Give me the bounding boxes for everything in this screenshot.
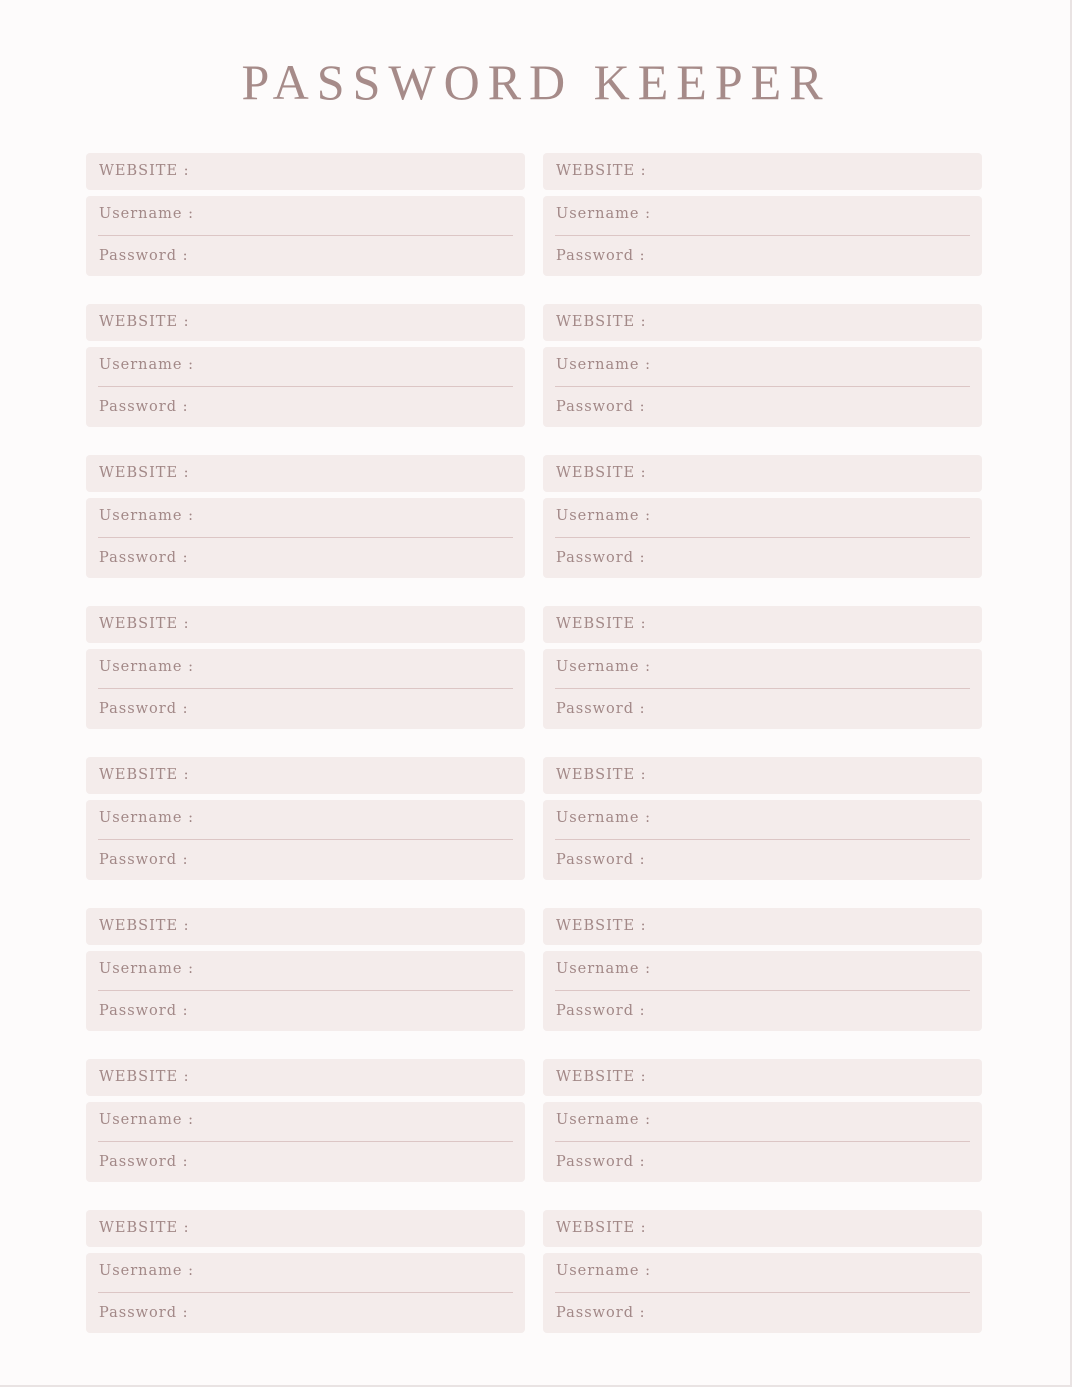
website-field[interactable] bbox=[543, 1210, 982, 1247]
field-divider bbox=[98, 235, 513, 236]
password-entry bbox=[543, 153, 982, 276]
credentials-box bbox=[86, 951, 525, 1031]
username-label[interactable]: Username : bbox=[99, 357, 194, 373]
website-field[interactable] bbox=[86, 1210, 525, 1247]
website-label: WEBSITE : bbox=[556, 1069, 647, 1085]
website-label: WEBSITE : bbox=[99, 1220, 190, 1236]
username-label[interactable]: Username : bbox=[99, 508, 194, 524]
password-entry bbox=[86, 455, 525, 578]
website-field[interactable] bbox=[86, 757, 525, 794]
website-label: WEBSITE : bbox=[556, 1220, 647, 1236]
password-entry bbox=[86, 1210, 525, 1333]
credentials-box bbox=[543, 1253, 982, 1333]
field-divider bbox=[555, 386, 970, 387]
password-entry bbox=[543, 757, 982, 880]
credentials-box bbox=[86, 800, 525, 880]
website-field[interactable] bbox=[86, 304, 525, 341]
credentials-box bbox=[543, 951, 982, 1031]
website-label: WEBSITE : bbox=[99, 314, 190, 330]
website-field[interactable] bbox=[543, 153, 982, 190]
website-field[interactable] bbox=[86, 606, 525, 643]
website-field[interactable] bbox=[543, 304, 982, 341]
username-label[interactable]: Username : bbox=[99, 810, 194, 826]
password-label[interactable]: Password : bbox=[556, 1154, 646, 1170]
field-divider bbox=[98, 1141, 513, 1142]
field-divider bbox=[555, 1292, 970, 1293]
website-label: WEBSITE : bbox=[556, 616, 647, 632]
website-field[interactable] bbox=[543, 757, 982, 794]
website-label: WEBSITE : bbox=[99, 1069, 190, 1085]
website-field[interactable] bbox=[543, 908, 982, 945]
username-label[interactable]: Username : bbox=[556, 659, 651, 675]
credentials-box bbox=[86, 1102, 525, 1182]
credentials-box bbox=[86, 1253, 525, 1333]
entry-grid bbox=[86, 153, 982, 1333]
password-entry bbox=[86, 153, 525, 276]
username-label[interactable]: Username : bbox=[556, 1112, 651, 1128]
website-field[interactable] bbox=[543, 455, 982, 492]
website-label: WEBSITE : bbox=[99, 465, 190, 481]
credentials-box bbox=[86, 649, 525, 729]
field-divider bbox=[555, 839, 970, 840]
password-entry bbox=[543, 908, 982, 1031]
username-label[interactable]: Username : bbox=[99, 1263, 194, 1279]
field-divider bbox=[98, 386, 513, 387]
password-entry bbox=[543, 304, 982, 427]
field-divider bbox=[555, 990, 970, 991]
field-divider bbox=[555, 688, 970, 689]
username-label[interactable]: Username : bbox=[556, 961, 651, 977]
website-field[interactable] bbox=[86, 455, 525, 492]
field-divider bbox=[98, 990, 513, 991]
credentials-box bbox=[86, 347, 525, 427]
password-label[interactable]: Password : bbox=[99, 550, 189, 566]
field-divider bbox=[98, 537, 513, 538]
username-label[interactable]: Username : bbox=[99, 961, 194, 977]
username-label[interactable]: Username : bbox=[99, 206, 194, 222]
password-label[interactable]: Password : bbox=[556, 701, 646, 717]
website-label: WEBSITE : bbox=[99, 163, 190, 179]
password-label[interactable]: Password : bbox=[99, 701, 189, 717]
field-divider bbox=[98, 688, 513, 689]
website-label: WEBSITE : bbox=[556, 163, 647, 179]
password-entry bbox=[86, 1059, 525, 1182]
password-entry bbox=[86, 757, 525, 880]
password-entry bbox=[543, 606, 982, 729]
website-label: WEBSITE : bbox=[99, 918, 190, 934]
password-label[interactable]: Password : bbox=[99, 399, 189, 415]
username-label[interactable]: Username : bbox=[99, 1112, 194, 1128]
website-field[interactable] bbox=[543, 1059, 982, 1096]
password-entry bbox=[86, 606, 525, 729]
password-label[interactable]: Password : bbox=[556, 248, 646, 264]
credentials-box bbox=[543, 347, 982, 427]
website-label: WEBSITE : bbox=[99, 767, 190, 783]
username-label[interactable]: Username : bbox=[99, 659, 194, 675]
field-divider bbox=[555, 1141, 970, 1142]
website-label: WEBSITE : bbox=[556, 465, 647, 481]
password-entry bbox=[543, 1210, 982, 1333]
website-label: WEBSITE : bbox=[99, 616, 190, 632]
field-divider bbox=[98, 839, 513, 840]
website-label: WEBSITE : bbox=[556, 918, 647, 934]
website-field[interactable] bbox=[86, 908, 525, 945]
credentials-box bbox=[86, 196, 525, 276]
username-label[interactable]: Username : bbox=[556, 508, 651, 524]
field-divider bbox=[555, 537, 970, 538]
credentials-box bbox=[543, 498, 982, 578]
field-divider bbox=[98, 1292, 513, 1293]
password-label[interactable]: Password : bbox=[99, 1154, 189, 1170]
username-label[interactable]: Username : bbox=[556, 810, 651, 826]
password-label[interactable]: Password : bbox=[556, 1305, 646, 1321]
password-label[interactable]: Password : bbox=[556, 550, 646, 566]
website-field[interactable] bbox=[86, 153, 525, 190]
password-label[interactable]: Password : bbox=[556, 399, 646, 415]
password-label[interactable]: Password : bbox=[99, 248, 189, 264]
username-label[interactable]: Username : bbox=[556, 1263, 651, 1279]
password-label[interactable]: Password : bbox=[99, 1003, 189, 1019]
website-field[interactable] bbox=[543, 606, 982, 643]
password-entry bbox=[86, 304, 525, 427]
credentials-box bbox=[543, 800, 982, 880]
website-label: WEBSITE : bbox=[556, 314, 647, 330]
website-field[interactable] bbox=[86, 1059, 525, 1096]
page-title: PASSWORD KEEPER bbox=[241, 54, 831, 110]
credentials-box bbox=[86, 498, 525, 578]
credentials-box bbox=[543, 196, 982, 276]
password-label[interactable]: Password : bbox=[556, 1003, 646, 1019]
password-label[interactable]: Password : bbox=[556, 852, 646, 868]
website-label: WEBSITE : bbox=[556, 767, 647, 783]
password-label[interactable]: Password : bbox=[99, 1305, 189, 1321]
password-label[interactable]: Password : bbox=[99, 852, 189, 868]
credentials-box bbox=[543, 649, 982, 729]
password-entry bbox=[86, 908, 525, 1031]
credentials-box bbox=[543, 1102, 982, 1182]
field-divider bbox=[555, 235, 970, 236]
password-entry bbox=[543, 1059, 982, 1182]
username-label[interactable]: Username : bbox=[556, 206, 651, 222]
username-label[interactable]: Username : bbox=[556, 357, 651, 373]
password-entry bbox=[543, 455, 982, 578]
